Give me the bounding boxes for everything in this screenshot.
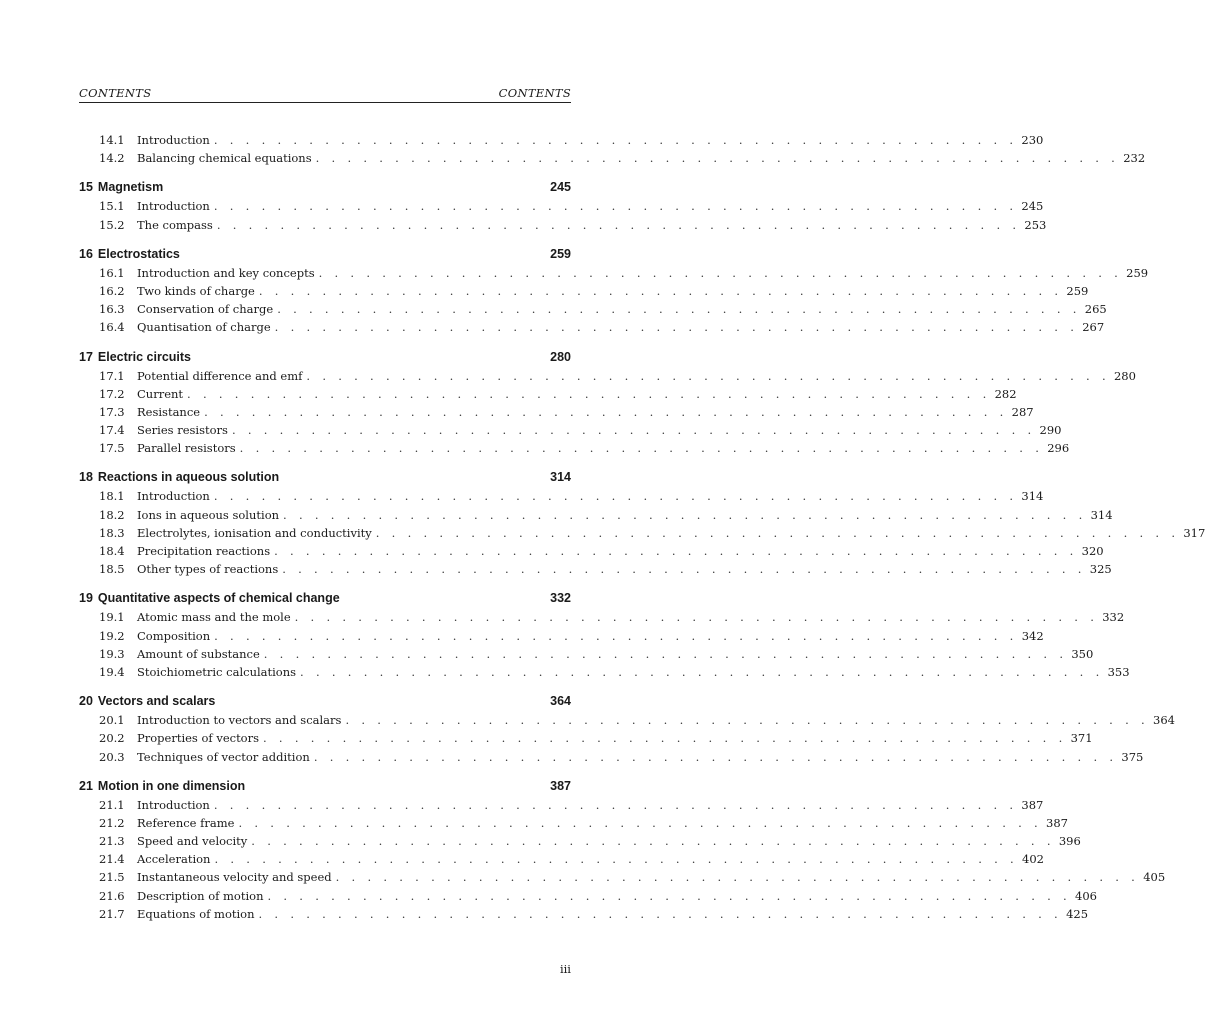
chapter-title: Vectors and scalars bbox=[97, 694, 216, 709]
section-page: 232 bbox=[1123, 151, 1146, 166]
toc-entry[interactable] bbox=[79, 197, 1044, 215]
chapter-label bbox=[79, 178, 163, 196]
toc-entry[interactable] bbox=[79, 131, 1044, 149]
chapter-page: 364 bbox=[550, 694, 571, 709]
dot-leader: . . . . . . . . . . . . . . . . . . . . . . . . . . . . . . . . . . . . . . . . . . . . . . . . . . . bbox=[313, 749, 1118, 764]
chapter-page: 387 bbox=[550, 778, 571, 793]
chapter-heading[interactable] bbox=[79, 777, 571, 795]
dot-leader: . . . . . . . . . . . . . . . . . . . . . . . . . . . . . . . . . . . . . . . . . . . . . . . . . . . bbox=[267, 888, 1071, 903]
section-title: Amount of substance bbox=[137, 646, 260, 661]
chapter-label bbox=[79, 777, 245, 795]
section-page: 375 bbox=[1121, 749, 1144, 764]
chapter-number: 19 bbox=[79, 591, 93, 606]
section-page: 353 bbox=[1107, 664, 1130, 679]
chapter-label bbox=[79, 468, 279, 486]
section-title: Potential difference and emf bbox=[137, 368, 303, 383]
section-page: 296 bbox=[1047, 441, 1070, 456]
section-title: Resistance bbox=[137, 404, 201, 419]
section-page: 253 bbox=[1024, 217, 1047, 232]
section-page: 325 bbox=[1089, 562, 1112, 577]
section-number: 17.5 bbox=[99, 441, 125, 456]
toc-entry[interactable] bbox=[79, 887, 1097, 905]
dot-leader: . . . . . . . . . . . . . . . . . . . . . . . . . . . . . . . . . . . . . . . . . . . . . . . . . . . bbox=[216, 217, 1021, 232]
section-page: 342 bbox=[1021, 628, 1044, 643]
toc-entry[interactable] bbox=[79, 282, 1089, 300]
toc-entry[interactable] bbox=[79, 608, 1125, 626]
section-number: 14.1 bbox=[99, 133, 125, 147]
section-title: Balancing chemical equations bbox=[137, 151, 312, 166]
toc-entry[interactable] bbox=[79, 421, 1062, 439]
section-number: 16.2 bbox=[99, 283, 125, 298]
dot-leader: . . . . . . . . . . . . . . . . . . . . . . . . . . . . . . . . . . . . . . . . . . . . . . . . . . . bbox=[282, 562, 1086, 577]
section-page: 332 bbox=[1102, 610, 1125, 625]
section-title: Equations of motion bbox=[137, 906, 255, 921]
chapter-block bbox=[79, 777, 1166, 923]
section-title: Conservation of charge bbox=[137, 302, 274, 317]
chapter-heading[interactable] bbox=[79, 692, 571, 710]
toc-entry[interactable] bbox=[79, 796, 1044, 814]
section-number: 19.1 bbox=[99, 610, 125, 625]
section-title: Other types of reactions bbox=[137, 562, 279, 577]
section-title: Series resistors bbox=[137, 423, 228, 438]
chapter-page: 332 bbox=[550, 591, 571, 606]
section-page: 364 bbox=[1153, 713, 1175, 728]
table-of-contents bbox=[79, 131, 1205, 923]
running-header bbox=[79, 86, 571, 103]
chapter-page: 259 bbox=[550, 246, 571, 261]
dot-leader: . . . . . . . . . . . . . . . . . . . . . . . . . . . . . . . . . . . . . . . . . . . . . . . . . . . bbox=[274, 320, 1079, 335]
toc-entry[interactable] bbox=[79, 850, 1044, 868]
section-number: 21.1 bbox=[99, 797, 125, 812]
dot-leader: . . . . . . . . . . . . . . . . . . . . . . . . . . . . . . . . . . . . . . . . . . . . . . . . . . . bbox=[306, 368, 1110, 383]
section-number: 17.4 bbox=[99, 423, 125, 438]
section-number: 16.3 bbox=[99, 302, 125, 317]
chapter-title: Quantitative aspects of chemical change bbox=[97, 591, 340, 606]
dot-leader: . . . . . . . . . . . . . . . . . . . . . . . . . . . . . . . . . . . . . . . . . . . . . . . . . . . bbox=[263, 731, 1067, 746]
section-number: 15.1 bbox=[99, 199, 125, 214]
section-number: 15.2 bbox=[99, 217, 125, 232]
section-number: 16.4 bbox=[99, 320, 125, 335]
section-title: Properties of vectors bbox=[137, 731, 260, 746]
chapter-number: 17 bbox=[79, 349, 93, 364]
section-page: 402 bbox=[1022, 852, 1044, 867]
section-title: Two kinds of charge bbox=[137, 283, 255, 298]
dot-leader: . . . . . . . . . . . . . . . . . . . . . . . . . . . . . . . . . . . . . . . . . . . . . . . . . . . bbox=[214, 628, 1018, 643]
dot-leader: . . . . . . . . . . . . . . . . . . . . . . . . . . . . . . . . . . . . . . . . . . . . . . . . . . . bbox=[315, 151, 1120, 166]
dot-leader: . . . . . . . . . . . . . . . . . . . . . . . . . . . . . . . . . . . . . . . . . . . . . . . . . . . bbox=[274, 544, 1078, 558]
dot-leader: . . . . . . . . . . . . . . . . . . . . . . . . . . . . . . . . . . . . . . . . . . . . . . . . . . . bbox=[251, 834, 1055, 849]
page-number: iii bbox=[559, 962, 571, 976]
chapter-number: 21 bbox=[79, 778, 93, 793]
chapter-title: Magnetism bbox=[97, 180, 164, 195]
toc-entry[interactable] bbox=[79, 832, 1081, 850]
section-number: 18.4 bbox=[99, 544, 125, 558]
section-title: Speed and velocity bbox=[137, 834, 248, 849]
chapter-label bbox=[79, 692, 215, 710]
toc-entry[interactable] bbox=[79, 264, 1149, 282]
section-page: 287 bbox=[1011, 404, 1034, 419]
section-title: Electrolytes, ionisation and conductivity bbox=[137, 525, 372, 540]
chapter-block bbox=[79, 245, 1149, 337]
toc-entry[interactable] bbox=[79, 318, 1105, 336]
section-number: 20.1 bbox=[99, 713, 125, 728]
section-number: 14.2 bbox=[99, 151, 125, 166]
section-title: Techniques of vector addition bbox=[137, 749, 310, 764]
contents-page bbox=[79, 86, 1205, 976]
section-number: 21.3 bbox=[99, 834, 125, 849]
toc-entry[interactable] bbox=[79, 645, 1094, 663]
chapter-label bbox=[79, 348, 191, 366]
dot-leader: . . . . . . . . . . . . . . . . . . . . . . . . . . . . . . . . . . . . . . . . . . . . . . . . . . . bbox=[258, 906, 1063, 921]
toc-entry[interactable] bbox=[79, 814, 1068, 832]
dot-leader: . . . . . . . . . . . . . . . . . . . . . . . . . . . . . . . . . . . . . . . . . . . . . . . . . . . bbox=[335, 870, 1140, 885]
dot-leader: . . . . . . . . . . . . . . . . . . . . . . . . . . . . . . . . . . . . . . . . . . . . . . . . . . . bbox=[213, 133, 1018, 147]
header-left: CONTENTS bbox=[79, 86, 152, 100]
section-page: 320 bbox=[1081, 544, 1104, 558]
section-page: 290 bbox=[1039, 423, 1062, 438]
dot-leader: . . . . . . . . . . . . . . . . . . . . . . . . . . . . . . . . . . . . . . . . . . . . . . . . . . . bbox=[277, 302, 1081, 317]
toc-entry[interactable] bbox=[79, 506, 1113, 524]
dot-leader: . . . . . . . . . . . . . . . . . . . . . . . . . . . . . . . . . . . . . . . . . . . . . . . . . . . bbox=[345, 713, 1149, 728]
section-title: Current bbox=[137, 386, 184, 401]
dot-leader: . . . . . . . . . . . . . . . . . . . . . . . . . . . . . . . . . . . . . . . . . . . . . . . . . . . bbox=[187, 386, 991, 401]
dot-leader: . . . . . . . . . . . . . . . . . . . . . . . . . . . . . . . . . . . . . . . . . . . . . . . . . . . bbox=[214, 852, 1018, 867]
toc-entry[interactable] bbox=[79, 439, 1070, 457]
section-title: Quantisation of charge bbox=[137, 320, 271, 335]
section-title: Reference frame bbox=[137, 815, 235, 830]
section-page: 387 bbox=[1046, 815, 1068, 830]
section-page: 267 bbox=[1082, 320, 1105, 335]
chapter-label bbox=[79, 589, 340, 607]
chapter-number: 20 bbox=[79, 694, 93, 709]
section-title: Introduction bbox=[137, 489, 210, 504]
toc-entry[interactable] bbox=[79, 663, 1130, 681]
section-page: 282 bbox=[994, 386, 1017, 401]
section-title: Acceleration bbox=[137, 852, 211, 867]
section-title: Introduction and key concepts bbox=[137, 265, 315, 280]
section-title: Description of motion bbox=[137, 888, 264, 903]
dot-leader: . . . . . . . . . . . . . . . . . . . . . . . . . . . . . . . . . . . . . . . . . . . . . . . . . . . bbox=[239, 441, 1044, 456]
dot-leader: . . . . . . . . . . . . . . . . . . . . . . . . . . . . . . . . . . . . . . . . . . . . . . . . . . . bbox=[213, 797, 1018, 812]
toc-entry[interactable] bbox=[79, 542, 1104, 560]
dot-leader: . . . . . . . . . . . . . . . . . . . . . . . . . . . . . . . . . . . . . . . . . . . . . . . . . . . bbox=[300, 664, 1104, 679]
continued-chapter bbox=[79, 131, 1146, 167]
section-number: 18.5 bbox=[99, 562, 125, 577]
chapter-title: Motion in one dimension bbox=[97, 778, 246, 793]
section-number: 18.3 bbox=[99, 525, 125, 540]
section-page: 280 bbox=[1113, 368, 1136, 383]
toc-entry[interactable] bbox=[79, 149, 1146, 167]
dot-leader: . . . . . . . . . . . . . . . . . . . . . . . . . . . . . . . . . . . . . . . . . . . . . . . . . . . bbox=[263, 646, 1068, 661]
toc-entry[interactable] bbox=[79, 560, 1112, 578]
chapter-block bbox=[79, 178, 1047, 233]
chapter-block bbox=[79, 692, 1175, 766]
toc-entry[interactable] bbox=[79, 216, 1047, 234]
toc-entry[interactable] bbox=[79, 385, 1017, 403]
dot-leader: . . . . . . . . . . . . . . . . . . . . . . . . . . . . . . . . . . . . . . . . . . . . . . . . . . . bbox=[294, 610, 1099, 625]
toc-entry[interactable] bbox=[79, 748, 1144, 766]
dot-leader: . . . . . . . . . . . . . . . . . . . . . . . . . . . . . . . . . . . . . . . . . . . . . . . . . . . bbox=[213, 489, 1018, 504]
section-number: 17.1 bbox=[99, 368, 125, 383]
section-title: Introduction bbox=[137, 199, 210, 214]
section-title: Ions in aqueous solution bbox=[137, 507, 280, 522]
section-page: 425 bbox=[1066, 906, 1089, 921]
chapter-block bbox=[79, 348, 1136, 458]
toc-entry[interactable] bbox=[79, 905, 1089, 923]
section-number: 18.2 bbox=[99, 507, 125, 522]
section-number: 18.1 bbox=[99, 489, 125, 504]
section-number: 21.7 bbox=[99, 906, 125, 921]
dot-leader: . . . . . . . . . . . . . . . . . . . . . . . . . . . . . . . . . . . . . . . . . . . . . . . . . . . bbox=[213, 199, 1018, 214]
toc-entry[interactable] bbox=[79, 729, 1093, 747]
chapter-page: 314 bbox=[550, 470, 571, 485]
section-number: 19.4 bbox=[99, 664, 125, 679]
chapter-heading[interactable] bbox=[79, 468, 571, 486]
section-title: Composition bbox=[137, 628, 211, 643]
dot-leader: . . . . . . . . . . . . . . . . . . . . . . . . . . . . . . . . . . . . . . . . . . . . . . . . . . . bbox=[375, 525, 1180, 540]
section-number: 19.2 bbox=[99, 628, 125, 643]
chapter-heading[interactable] bbox=[79, 589, 571, 607]
chapter-title: Electric circuits bbox=[97, 349, 192, 364]
section-page: 406 bbox=[1075, 888, 1097, 903]
section-page: 230 bbox=[1021, 133, 1044, 147]
dot-leader: . . . . . . . . . . . . . . . . . . . . . . . . . . . . . . . . . . . . . . . . . . . . . . . . . . . bbox=[204, 404, 1008, 419]
dot-leader: . . . . . . . . . . . . . . . . . . . . . . . . . . . . . . . . . . . . . . . . . . . . . . . . . . . bbox=[283, 507, 1087, 522]
section-page: 314 bbox=[1021, 489, 1044, 504]
section-title: Precipitation reactions bbox=[137, 544, 271, 558]
header-right: CONTENTS bbox=[498, 86, 571, 100]
toc-entry[interactable] bbox=[79, 367, 1136, 385]
section-page: 314 bbox=[1090, 507, 1113, 522]
section-title: The compass bbox=[137, 217, 213, 232]
chapter-block bbox=[79, 468, 1205, 578]
chapter-heading[interactable] bbox=[79, 348, 571, 366]
toc-entry[interactable] bbox=[79, 711, 1175, 729]
chapter-heading[interactable] bbox=[79, 178, 571, 196]
section-number: 21.4 bbox=[99, 852, 125, 867]
chapter-heading[interactable] bbox=[79, 245, 571, 263]
dot-leader: . . . . . . . . . . . . . . . . . . . . . . . . . . . . . . . . . . . . . . . . . . . . . . . . . . . bbox=[258, 283, 1063, 298]
section-title: Stoichiometric calculations bbox=[137, 664, 297, 679]
chapter-title: Electrostatics bbox=[97, 246, 180, 261]
dot-leader: . . . . . . . . . . . . . . . . . . . . . . . . . . . . . . . . . . . . . . . . . . . . . . . . . . . bbox=[238, 815, 1042, 830]
section-title: Atomic mass and the mole bbox=[137, 610, 291, 625]
chapter-block bbox=[79, 589, 1130, 681]
toc-entry[interactable] bbox=[79, 300, 1107, 318]
dot-leader: . . . . . . . . . . . . . . . . . . . . . . . . . . . . . . . . . . . . . . . . . . . . . . . . . . . bbox=[318, 265, 1123, 280]
chapter-page: 280 bbox=[550, 349, 571, 364]
chapter-number: 18 bbox=[79, 470, 93, 485]
section-number: 19.3 bbox=[99, 646, 125, 661]
section-title: Introduction bbox=[137, 797, 210, 812]
toc-entry[interactable] bbox=[79, 627, 1044, 645]
toc-entry[interactable] bbox=[79, 403, 1034, 421]
chapter-title: Reactions in aqueous solution bbox=[97, 470, 280, 485]
chapter-number: 15 bbox=[79, 180, 93, 195]
section-page: 245 bbox=[1021, 199, 1044, 214]
toc-entry[interactable] bbox=[79, 868, 1166, 886]
section-page: 350 bbox=[1071, 646, 1094, 661]
section-number: 21.5 bbox=[99, 870, 125, 885]
section-number: 20.2 bbox=[99, 731, 125, 746]
section-number: 21.2 bbox=[99, 815, 125, 830]
section-number: 17.2 bbox=[99, 386, 125, 401]
dot-leader: . . . . . . . . . . . . . . . . . . . . . . . . . . . . . . . . . . . . . . . . . . . . . . . . . . . bbox=[231, 423, 1036, 438]
section-title: Parallel resistors bbox=[137, 441, 236, 456]
section-title: Introduction to vectors and scalars bbox=[137, 713, 342, 728]
section-page: 259 bbox=[1126, 265, 1149, 280]
section-page: 371 bbox=[1070, 731, 1093, 746]
section-page: 265 bbox=[1084, 302, 1107, 317]
section-number: 16.1 bbox=[99, 265, 125, 280]
section-page: 387 bbox=[1021, 797, 1044, 812]
section-page: 259 bbox=[1066, 283, 1089, 298]
section-page: 396 bbox=[1058, 834, 1081, 849]
section-page: 405 bbox=[1143, 870, 1166, 885]
toc-entry[interactable] bbox=[79, 487, 1044, 505]
section-number: 17.3 bbox=[99, 404, 125, 419]
section-title: Introduction bbox=[137, 133, 210, 147]
section-title: Instantaneous velocity and speed bbox=[137, 870, 332, 885]
toc-entry[interactable] bbox=[79, 524, 1205, 542]
section-number: 21.6 bbox=[99, 888, 125, 903]
section-number: 20.3 bbox=[99, 749, 125, 764]
section-page: 317 bbox=[1183, 525, 1205, 540]
chapter-number: 16 bbox=[79, 246, 93, 261]
chapter-label bbox=[79, 245, 180, 263]
chapter-page: 245 bbox=[550, 180, 571, 195]
